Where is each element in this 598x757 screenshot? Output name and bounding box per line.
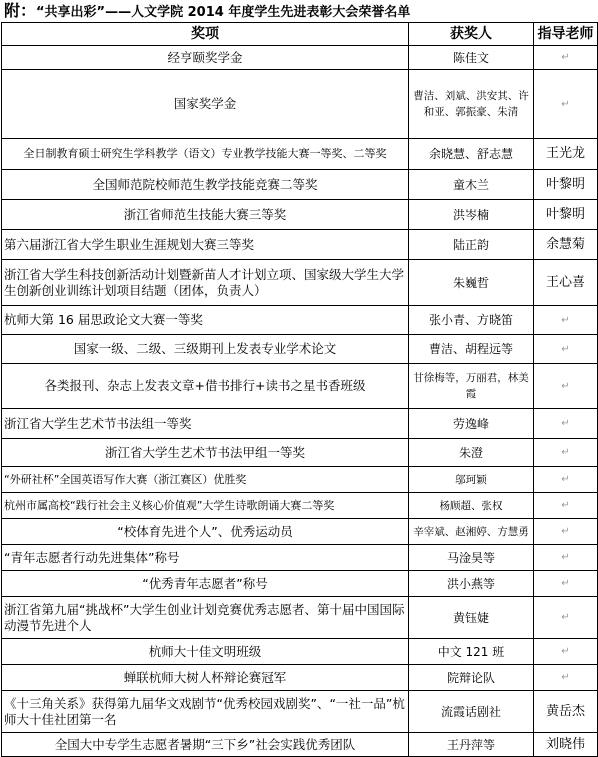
table-row (2, 306, 598, 335)
table-row (2, 467, 598, 493)
winner-cell: 流霞话剧社 (409, 691, 534, 733)
award-cell: 第六届浙江省大学生职业生涯规划大赛三等奖 (2, 230, 409, 260)
award-cell: 浙江省师范生技能大赛三等奖 (2, 200, 409, 230)
table-row (2, 691, 598, 733)
winner-cell: 辛宰斌、赵湘婷、方慧勇 (409, 519, 534, 545)
header-teacher: 指导老师 (534, 23, 598, 46)
winner-cell: 曹洁、刘斌、洪安其、许和亚、郭振豪、朱清 (409, 70, 534, 139)
teacher-cell (534, 571, 598, 597)
winner-cell: 余晓慧、舒志慧 (409, 139, 534, 170)
paragraph-mark-icon: ↵ (561, 526, 570, 537)
award-cell: 浙江省第九届“挑战杯”大学生创业计划竞赛优秀志愿者、第十届中国国际动漫节先进个人 (2, 597, 409, 639)
paragraph-mark-icon: ↵ (561, 474, 570, 485)
teacher-cell (534, 306, 598, 335)
paragraph-mark-icon: ↵ (561, 314, 570, 326)
award-cell: 《十三角关系》获得第九届华文戏剧节“优秀校园戏剧奖”、“一社一品”杭师大十佳社团第一名 (2, 691, 409, 733)
teacher-cell: 王心喜 (534, 260, 598, 306)
award-cell: 经亨颐奖学金 (2, 46, 409, 70)
teacher-cell (534, 409, 598, 439)
paragraph-mark-icon: ↵ (561, 612, 570, 623)
paragraph-mark-icon: ↵ (561, 646, 570, 657)
teacher-cell (534, 493, 598, 519)
award-cell: “校体育先进个人”、优秀运动员 (2, 519, 409, 545)
award-cell: 杭州市属高校“践行社会主义核心价值观”大学生诗歌朗诵大赛二等奖 (2, 493, 409, 519)
teacher-cell (534, 597, 598, 639)
table-row (2, 70, 598, 139)
table-row (2, 409, 598, 439)
table-row (2, 733, 598, 757)
teacher-cell (534, 439, 598, 467)
award-cell: 浙江省大学生艺术节书法甲组一等奖 (2, 439, 409, 467)
table-row (2, 230, 598, 260)
paragraph-mark-icon: ↵ (561, 380, 570, 392)
title-prefix: 附： (4, 1, 37, 20)
table-row (2, 571, 598, 597)
teacher-cell: 王光龙 (534, 139, 598, 170)
teacher-cell (534, 665, 598, 691)
document-title (4, 0, 410, 22)
winner-cell: 张小青、方晓笛 (409, 306, 534, 335)
honor-table (1, 22, 598, 757)
winner-cell: 黄钰婕 (409, 597, 534, 639)
winner-cell: 洪小燕等 (409, 571, 534, 597)
table-row (2, 493, 598, 519)
teacher-cell: 叶黎明 (534, 200, 598, 230)
award-cell: “外研社杯”全国英语写作大赛（浙江赛区）优胜奖 (2, 467, 409, 493)
award-cell: “优秀青年志愿者”称号 (2, 571, 409, 597)
table-row (2, 170, 598, 200)
teacher-cell (534, 639, 598, 665)
award-cell: 杭师大第 16 届思政论文大赛一等奖 (2, 306, 409, 335)
paragraph-mark-icon: ↵ (561, 98, 570, 110)
table-header-row (2, 23, 598, 46)
teacher-cell (534, 70, 598, 139)
winner-cell: 邬珂颖 (409, 467, 534, 493)
table-row (2, 545, 598, 571)
award-cell: 蝉联杭师大树人杯辩论赛冠军 (2, 665, 409, 691)
award-cell: “青年志愿者行动先进集体”称号 (2, 545, 409, 571)
winner-cell: 童木兰 (409, 170, 534, 200)
award-cell: 各类报刊、杂志上发表文章+借书排行+读书之星书香班级 (2, 364, 409, 409)
paragraph-mark-icon: ↵ (561, 52, 570, 63)
paragraph-mark-icon: ↵ (561, 447, 570, 458)
table-row (2, 335, 598, 364)
paragraph-mark-icon: ↵ (561, 672, 570, 683)
winner-cell: 王丹萍等 (409, 733, 534, 757)
table-row (2, 364, 598, 409)
award-cell: 全日制教育硕士研究生学科教学（语文）专业教学技能大赛一等奖、二等奖 (2, 139, 409, 170)
teacher-cell (534, 364, 598, 409)
header-winner: 获奖人 (409, 23, 534, 46)
table-row (2, 597, 598, 639)
table-row (2, 639, 598, 665)
winner-cell: 院辩论队 (409, 665, 534, 691)
winner-cell: 朱巍哲 (409, 260, 534, 306)
winner-cell: 劳逸峰 (409, 409, 534, 439)
teacher-cell (534, 46, 598, 70)
award-cell: 杭师大十佳文明班级 (2, 639, 409, 665)
table-row (2, 46, 598, 70)
winner-cell: 朱澄 (409, 439, 534, 467)
award-cell: 全国大中专学生志愿者暑期“三下乡”社会实践优秀团队 (2, 733, 409, 757)
table-row (2, 439, 598, 467)
teacher-cell: 余慧菊 (534, 230, 598, 260)
teacher-cell: 黄岳杰 (534, 691, 598, 733)
table-row (2, 200, 598, 230)
winner-cell: 甘徐梅等，万丽君，林美霞 (409, 364, 534, 409)
table-row (2, 665, 598, 691)
winner-cell: 曹洁、胡程远等 (409, 335, 534, 364)
paragraph-mark-icon: ↵ (561, 578, 570, 589)
teacher-cell (534, 545, 598, 571)
award-cell: 国家一级、二级、三级期刊上发表专业学术论文 (2, 335, 409, 364)
title-main: “共享出彩”——人文学院 2014 年度学生先进表彰大会荣誉名单 (36, 5, 411, 20)
winner-cell: 陈佳文 (409, 46, 534, 70)
table-row (2, 519, 598, 545)
paragraph-mark-icon: ↵ (561, 418, 570, 429)
award-cell: 浙江省大学生艺术节书法组一等奖 (2, 409, 409, 439)
winner-cell: 马淦昊等 (409, 545, 534, 571)
award-cell: 国家奖学金 (2, 70, 409, 139)
paragraph-mark-icon: ↵ (561, 552, 570, 563)
award-cell: 浙江省大学生科技创新活动计划暨新苗人才计划立项、国家级大学生大学生创新创业训练计划项目结题（团体，负责人） (2, 260, 409, 306)
paragraph-mark-icon: ↵ (561, 500, 570, 511)
header-award: 奖项 (2, 23, 409, 46)
paragraph-mark-icon: ↵ (561, 343, 570, 355)
winner-cell: 陆正韵 (409, 230, 534, 260)
winner-cell: 中文 121 班 (409, 639, 534, 665)
teacher-cell: 刘晓伟 (534, 733, 598, 757)
table-row (2, 139, 598, 170)
winner-cell: 洪岑楠 (409, 200, 534, 230)
winner-cell: 杨顾超、张权 (409, 493, 534, 519)
table-row (2, 260, 598, 306)
award-cell: 全国师范院校师范生教学技能竞赛二等奖 (2, 170, 409, 200)
teacher-cell (534, 519, 598, 545)
teacher-cell (534, 335, 598, 364)
teacher-cell: 叶黎明 (534, 170, 598, 200)
teacher-cell (534, 467, 598, 493)
